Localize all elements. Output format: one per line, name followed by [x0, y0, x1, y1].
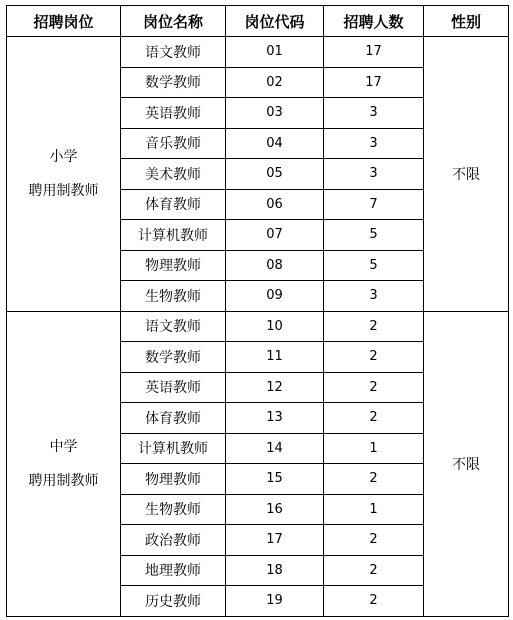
recruit-count: 2 [324, 555, 424, 586]
position-name: 生物教师 [121, 494, 226, 525]
recruit-count: 3 [324, 98, 424, 129]
group-label-line1: 小学 [49, 148, 78, 165]
position-code: 13 [226, 403, 324, 434]
position-name: 语文教师 [121, 311, 226, 342]
table-row [7, 311, 509, 342]
position-code: 15 [226, 464, 324, 495]
position-name: 数学教师 [121, 67, 226, 98]
position-name: 语文教师 [121, 37, 226, 68]
recruit-count: 2 [324, 342, 424, 373]
position-name: 物理教师 [121, 464, 226, 495]
position-code: 06 [226, 189, 324, 220]
position-name: 计算机教师 [121, 220, 226, 251]
position-name: 地理教师 [121, 555, 226, 586]
group-label-line1: 中学 [49, 438, 78, 455]
gender-secondary: 不限 [424, 311, 509, 616]
position-code: 11 [226, 342, 324, 373]
position-code: 12 [226, 372, 324, 403]
recruit-count: 2 [324, 464, 424, 495]
position-code: 08 [226, 250, 324, 281]
table-row [7, 37, 509, 68]
recruit-count: 17 [324, 67, 424, 98]
recruit-count: 1 [324, 494, 424, 525]
position-name: 计算机教师 [121, 433, 226, 464]
recruit-count: 2 [324, 525, 424, 556]
position-name: 政治教师 [121, 525, 226, 556]
position-name: 数学教师 [121, 342, 226, 373]
table-header-row [7, 6, 509, 37]
position-name: 体育教师 [121, 189, 226, 220]
group-label-primary [7, 37, 121, 312]
gender-primary: 不限 [424, 37, 509, 312]
position-code: 02 [226, 67, 324, 98]
position-code: 04 [226, 128, 324, 159]
position-code: 03 [226, 98, 324, 129]
group-label-line2: 聘用制教师 [28, 472, 99, 489]
recruit-count: 17 [324, 37, 424, 68]
recruitment-table [6, 5, 509, 617]
position-code: 17 [226, 525, 324, 556]
position-name: 历史教师 [121, 586, 226, 617]
position-code: 05 [226, 159, 324, 190]
position-name: 英语教师 [121, 372, 226, 403]
position-code: 09 [226, 281, 324, 312]
recruit-count: 1 [324, 433, 424, 464]
recruit-count: 2 [324, 403, 424, 434]
group-label-line2: 聘用制教师 [28, 182, 99, 199]
header-position-name: 岗位名称 [121, 6, 226, 37]
recruit-count: 5 [324, 220, 424, 251]
position-code: 18 [226, 555, 324, 586]
position-name: 美术教师 [121, 159, 226, 190]
recruit-count: 3 [324, 159, 424, 190]
recruit-count: 2 [324, 311, 424, 342]
recruit-count: 5 [324, 250, 424, 281]
group-label-secondary [7, 311, 121, 616]
recruit-count: 3 [324, 281, 424, 312]
header-recruit-position: 招聘岗位 [7, 6, 121, 37]
header-gender: 性别 [424, 6, 509, 37]
position-name: 英语教师 [121, 98, 226, 129]
position-name: 物理教师 [121, 250, 226, 281]
position-code: 07 [226, 220, 324, 251]
recruit-count: 2 [324, 586, 424, 617]
position-name: 生物教师 [121, 281, 226, 312]
header-position-code: 岗位代码 [226, 6, 324, 37]
position-name: 音乐教师 [121, 128, 226, 159]
position-code: 10 [226, 311, 324, 342]
recruit-count: 7 [324, 189, 424, 220]
position-code: 16 [226, 494, 324, 525]
position-code: 01 [226, 37, 324, 68]
position-name: 体育教师 [121, 403, 226, 434]
recruit-count: 2 [324, 372, 424, 403]
position-code: 19 [226, 586, 324, 617]
position-code: 14 [226, 433, 324, 464]
recruit-count: 3 [324, 128, 424, 159]
header-recruit-count: 招聘人数 [324, 6, 424, 37]
